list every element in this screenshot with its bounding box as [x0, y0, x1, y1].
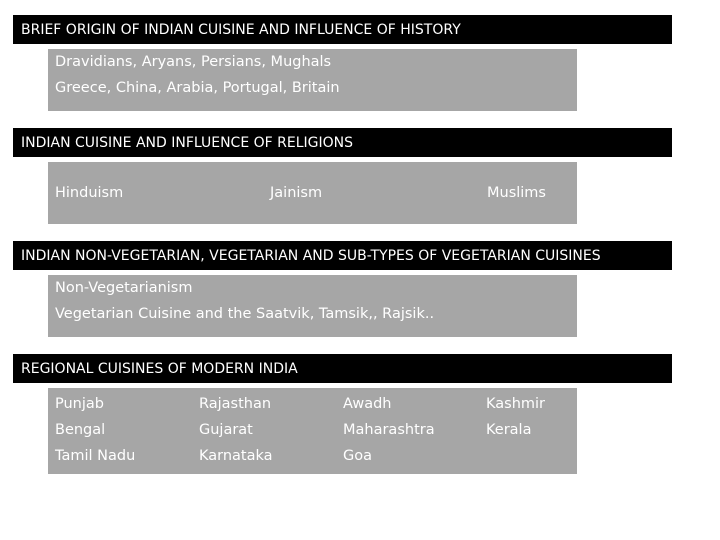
region-item: Punjab [55, 396, 104, 412]
region-item: Gujarat [199, 422, 253, 438]
veg-types-line-2: Vegetarian Cuisine and the Saatvik, Tamsik,, Rajsik.. [55, 306, 435, 322]
region-item: Karnataka [199, 448, 273, 464]
region-item: Tamil Nadu [55, 448, 136, 464]
regional-box [48, 388, 577, 474]
religions-box [48, 162, 577, 224]
region-item: Awadh [343, 396, 392, 412]
region-item: Maharashtra [343, 422, 435, 438]
veg-types-line-1: Non-Vegetarianism [55, 280, 193, 296]
history-box [48, 49, 577, 111]
regional-column-4 [486, 391, 545, 443]
religion-hinduism: Hinduism [55, 185, 124, 201]
region-item: Kerala [486, 422, 532, 438]
section-heading-veg-types: INDIAN NON-VEGETARIAN, VEGETARIAN AND SUB-TYPES OF VEGETARIAN CUISINES [13, 241, 672, 270]
region-item: Kashmir [486, 396, 545, 412]
religion-muslims: Muslims [487, 185, 546, 201]
section-heading-history: BRIEF ORIGIN OF INDIAN CUISINE AND INFLUENCE OF HISTORY [13, 15, 672, 44]
region-item: Goa [343, 448, 372, 464]
section-heading-regional: REGIONAL CUISINES OF MODERN INDIA [13, 354, 672, 383]
veg-types-box [48, 275, 577, 337]
regional-column-2 [199, 391, 273, 469]
region-item: Bengal [55, 422, 106, 438]
history-line-1: Dravidians, Aryans, Persians, Mughals [55, 54, 332, 70]
region-item: Rajasthan [199, 396, 272, 412]
section-heading-religions: INDIAN CUISINE AND INFLUENCE OF RELIGIONS [13, 128, 672, 157]
regional-column-1 [55, 391, 135, 469]
regional-column-3 [343, 391, 435, 469]
history-line-2: Greece, China, Arabia, Portugal, Britain [55, 80, 340, 96]
religion-jainism: Jainism [270, 185, 323, 201]
